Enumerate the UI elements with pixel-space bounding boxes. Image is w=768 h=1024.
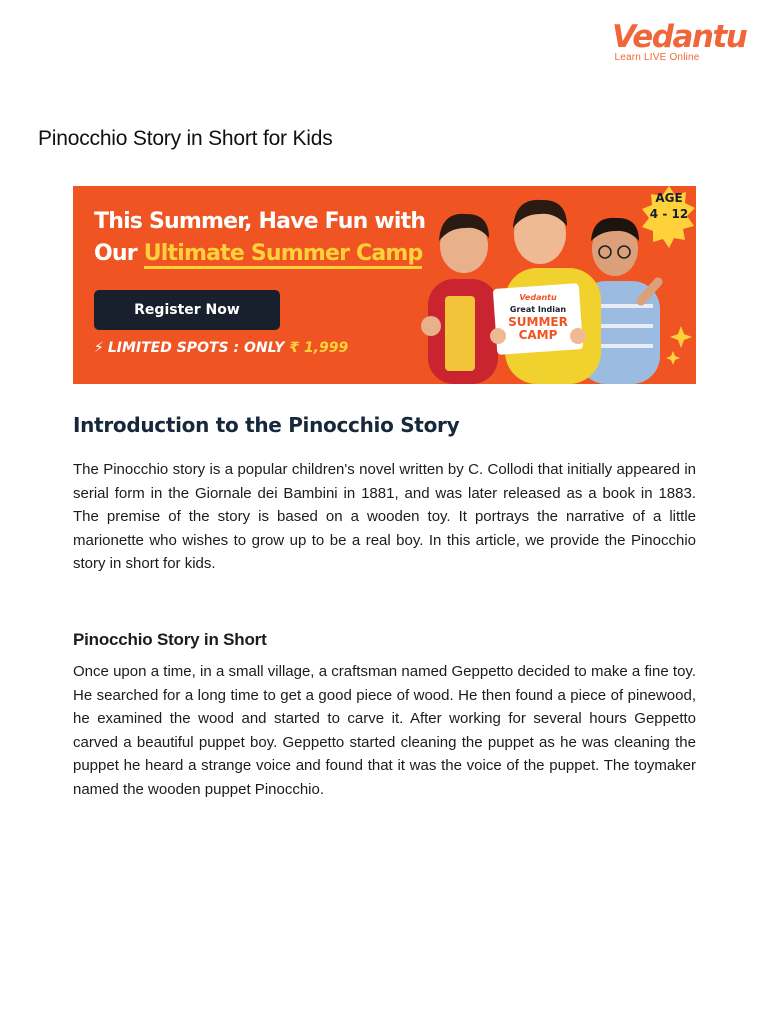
sign-summer: SUMMER: [508, 315, 568, 329]
age-badge: [643, 190, 695, 222]
banner-subheadline-prefix: Our: [94, 241, 144, 266]
summer-camp-banner[interactable]: [73, 186, 696, 384]
banner-highlight-text: Ultimate Summer Camp: [144, 241, 423, 269]
register-now-button[interactable]: Register Now: [94, 290, 280, 330]
sign-camp: CAMP: [518, 328, 558, 342]
banner-subheadline: [94, 241, 422, 266]
banner-headline: This Summer, Have Fun with: [94, 209, 426, 234]
lightning-icon: ⚡: [94, 340, 104, 356]
vedantu-logo[interactable]: [612, 19, 747, 63]
price-text: ₹ 1,999: [289, 340, 349, 356]
intro-paragraph: The Pinocchio story is a popular children's novel written by C. Collodi that initially appeared in serial form in the Giornale dei Bambini in 1881, and was later released as a book in 1883. The premise of the story is based on a wooden toy. It portrays the narrative of a little marionette who wishes to grow up to be a real boy. In this article, we provide the Pinocchio story in short for kids.: [73, 461, 696, 572]
short-story-paragraph: Once upon a time, in a small village, a craftsman named Geppetto decided to make a fine toy. He searched for a long time to get a good piece of wood. He then found a piece of pinewood, he examined the wood and started to carve it. After working for several hours Geppetto carved a beautiful puppet boy. Geppetto started cleaning the puppet as he was cleaning the puppet he heard a strange voice and found that it was the voice of the puppet. The toymaker named the wooden puppet Pinocchio.: [73, 663, 696, 798]
limited-spots-text: [94, 340, 348, 356]
page-title: Pinocchio Story in Short for Kids: [38, 127, 333, 150]
sign-subtitle: Great Indian: [509, 305, 567, 314]
sign-brand: Vedantu: [519, 293, 557, 302]
intro-heading: Introduction to the Pinocchio Story: [73, 413, 460, 437]
age-badge-label: AGE: [655, 191, 683, 205]
logo-wordmark: Vedantu: [612, 19, 747, 55]
logo-tagline: Learn LIVE Online: [614, 52, 700, 63]
age-badge-range: 4 - 12: [649, 207, 689, 221]
sparkle-decorations: [666, 326, 692, 365]
short-story-heading: Pinocchio Story in Short: [73, 630, 267, 649]
summer-camp-sign: [500, 292, 576, 342]
limited-spots-label: LIMITED SPOTS : ONLY: [107, 340, 290, 356]
